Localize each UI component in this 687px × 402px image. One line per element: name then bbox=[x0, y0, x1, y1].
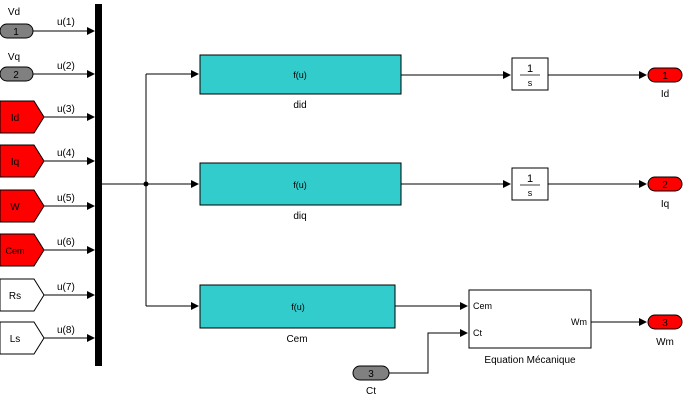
outport-id[interactable] bbox=[648, 68, 682, 100]
from-tag-ls[interactable] bbox=[0, 322, 44, 354]
mux-input-label: u(1) bbox=[57, 17, 75, 28]
subsystem-name: Equation Mécanique bbox=[484, 355, 576, 366]
from-tag-id-label: Id bbox=[10, 113, 20, 124]
fcn-diq-name: diq bbox=[293, 211, 307, 222]
mux-input-label: u(4) bbox=[57, 148, 75, 159]
inport-ct-number: 3 bbox=[368, 369, 374, 380]
from-tag-rs-label: Rs bbox=[8, 291, 22, 302]
outport-id-number: 1 bbox=[662, 71, 668, 82]
from-tag-rs[interactable] bbox=[0, 279, 44, 311]
mux-input-label: u(5) bbox=[57, 193, 75, 204]
subsystem-equation-mecanique[interactable] bbox=[469, 290, 591, 366]
from-tag-cem[interactable] bbox=[0, 234, 44, 266]
mux-input-label: u(3) bbox=[57, 104, 75, 115]
outport-wm-label: Wm bbox=[656, 337, 674, 348]
outport-id-label: Id bbox=[660, 89, 670, 100]
integrator-1[interactable] bbox=[512, 58, 548, 90]
mux-input-label: u(7) bbox=[57, 282, 75, 293]
outport-iq-label: Iq bbox=[660, 199, 670, 210]
inport-vd-number: 1 bbox=[13, 27, 19, 38]
mux-input-labels bbox=[57, 17, 75, 336]
inport-vd-label: Vd bbox=[7, 7, 21, 18]
ct-wire bbox=[389, 333, 467, 373]
fcn-cem-expr: f(u) bbox=[291, 302, 305, 312]
mux-input-label: u(8) bbox=[57, 325, 75, 336]
mux-input-label: u(6) bbox=[57, 237, 75, 248]
from-tag-cem-label: Cem bbox=[5, 246, 25, 256]
inport-ct[interactable] bbox=[353, 366, 389, 397]
inport-ct-label: Ct bbox=[366, 386, 376, 397]
integrator-2-num: 1 bbox=[526, 173, 534, 185]
fcn-block-diq[interactable] bbox=[200, 163, 401, 222]
from-tag-w-label: W bbox=[10, 202, 20, 213]
fcn-diq-expr: f(u) bbox=[293, 180, 307, 190]
integrator-2-den: s bbox=[527, 188, 533, 198]
branch-point bbox=[144, 182, 149, 187]
inport-vq-label: Vq bbox=[7, 52, 21, 63]
mux-block[interactable] bbox=[95, 4, 102, 366]
subsystem-out-port-wm: Wm bbox=[571, 317, 587, 327]
outport-wires bbox=[548, 75, 646, 322]
fcn-cem-name: Cem bbox=[286, 334, 308, 345]
mux-output-wires bbox=[102, 74, 198, 306]
from-tag-ls-label: Ls bbox=[9, 334, 21, 345]
from-tag-w[interactable] bbox=[0, 190, 44, 222]
outport-iq-number: 2 bbox=[662, 180, 668, 191]
integrator-1-num: 1 bbox=[526, 63, 534, 75]
outport-wm-number: 3 bbox=[662, 318, 668, 329]
inport-vq-number: 2 bbox=[13, 70, 19, 81]
fcn-block-did[interactable] bbox=[200, 55, 401, 111]
inport-vd[interactable] bbox=[0, 7, 33, 38]
integrator-2[interactable] bbox=[512, 168, 548, 200]
fcn-block-cem[interactable] bbox=[200, 285, 395, 345]
fcn-did-expr: f(u) bbox=[293, 70, 307, 80]
fcn-did-name: did bbox=[293, 100, 307, 111]
from-tag-iq[interactable] bbox=[0, 145, 44, 177]
subsystem-in-port-cem: Cem bbox=[473, 301, 493, 311]
from-tag-id[interactable] bbox=[0, 101, 44, 133]
from-tag-iq-label: Iq bbox=[10, 157, 20, 168]
inport-vq[interactable] bbox=[0, 52, 33, 81]
subsystem-in-port-ct: Ct bbox=[473, 328, 482, 338]
integrator-1-den: s bbox=[527, 78, 533, 88]
outport-wm[interactable] bbox=[648, 315, 682, 348]
mux-input-label: u(2) bbox=[57, 61, 75, 72]
fcn-output-wires bbox=[395, 75, 510, 306]
outport-iq[interactable] bbox=[648, 177, 682, 210]
